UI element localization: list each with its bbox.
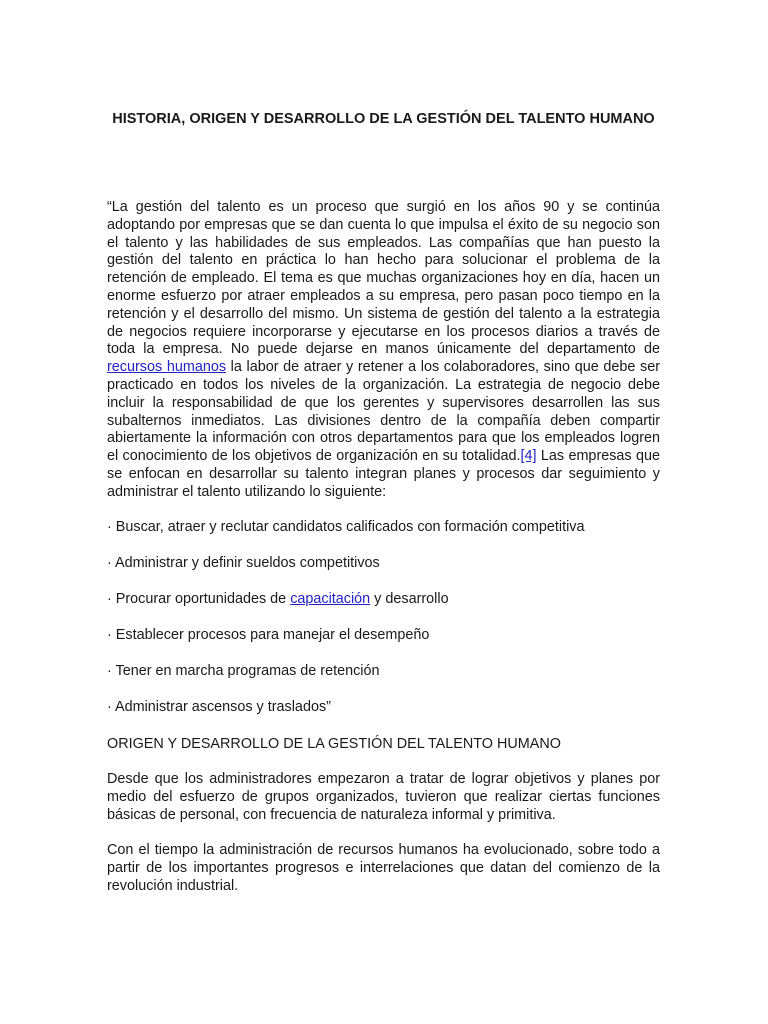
list-item — [107, 519, 660, 555]
list-item-text: · Buscar, atraer y reclutar candidatos calificados con formación competitiva — [107, 518, 585, 535]
section-heading: ORIGEN Y DESARROLLO DE LA GESTIÓN DEL TALENTO HUMANO — [107, 735, 561, 752]
main-paragraph-text-3: Las empresas que se enfocan en desarrollar su talento integran planes y procesos dar seguimiento y administrar el talento utilizando lo siguiente: — [107, 448, 660, 500]
list-item — [107, 627, 660, 663]
paragraph: Con el tiempo la administración de recursos humanos ha evolucionado, sobre todo a partir de los importantes progresos e interrelaciones que datan del comienzo de la revolución industrial. — [107, 842, 660, 894]
main-paragraph — [107, 199, 660, 502]
list-item — [107, 699, 660, 735]
list-item — [107, 591, 660, 627]
list-item-text: · Administrar ascensos y traslados” — [107, 699, 331, 716]
document-body — [107, 199, 660, 913]
list-item-text: · Procurar oportunidades de — [107, 590, 291, 607]
page-title: HISTORIA, ORIGEN Y DESARROLLO DE LA GESTIÓN DEL TALENTO HUMANO — [112, 111, 655, 127]
main-paragraph-text-1: “La gestión del talento es un proceso que surgió en los años 90 y se continúa adoptando por empresas que se dan cuenta lo que impulsa el éxito de su negocio son el talento y las habilidades de sus empleados. Las compañías que han puesto la gestión del talento en práctica lo han hecho para solucionar el problema de la retención de empleado. El tema es que muchas organizaciones hoy en día, hacen un enorme esfuerzo por atraer empleados a su empresa, pero pasan poco tiempo en la retención y el desarrollo del mismo. Un sistema de gestión del talento a la estrategia de negocios requiere incorporarse y ejecutarse en los procesos diarios a través de toda la empresa. No puede dejarse en manos únicamente del departamento de — [107, 199, 660, 358]
list-item-text: · Tener en marcha programas de retención — [107, 663, 380, 680]
recursos-humanos-link[interactable]: recursos humanos — [107, 359, 227, 376]
list-item-text: y desarrollo — [370, 590, 449, 607]
main-paragraph-text-2: la labor de atraer y retener a los colaboradores, sino que debe ser practicado en todos los niveles de la organización. La estrategia de negocio debe incluir la responsabilidad de que los gerentes y supervisores desarrollen las sus subalternos inmediatos. Las divisiones dentro de la compañía deben compartir abiertamente la información con otros departamentos para que los empleados logren el conocimiento de los objetivos de organización en su totalidad. — [107, 359, 660, 465]
footnote-4-link[interactable]: [4] — [520, 448, 537, 465]
capacitacion-link[interactable]: capacitación — [290, 590, 371, 607]
list-item-text: · Administrar y definir sueldos competitivos — [107, 554, 380, 571]
list-item-text: · Establecer procesos para manejar el desempeño — [107, 627, 430, 644]
paragraph: Desde que los administradores empezaron a tratar de lograr objetivos y planes por medio del esfuerzo de grupos organizados, tuvieron que realizar ciertas funciones básicas de personal, con frecuencia de naturaleza informal y primitiva. — [107, 771, 660, 824]
list-item — [107, 555, 660, 591]
list-item — [107, 663, 660, 699]
